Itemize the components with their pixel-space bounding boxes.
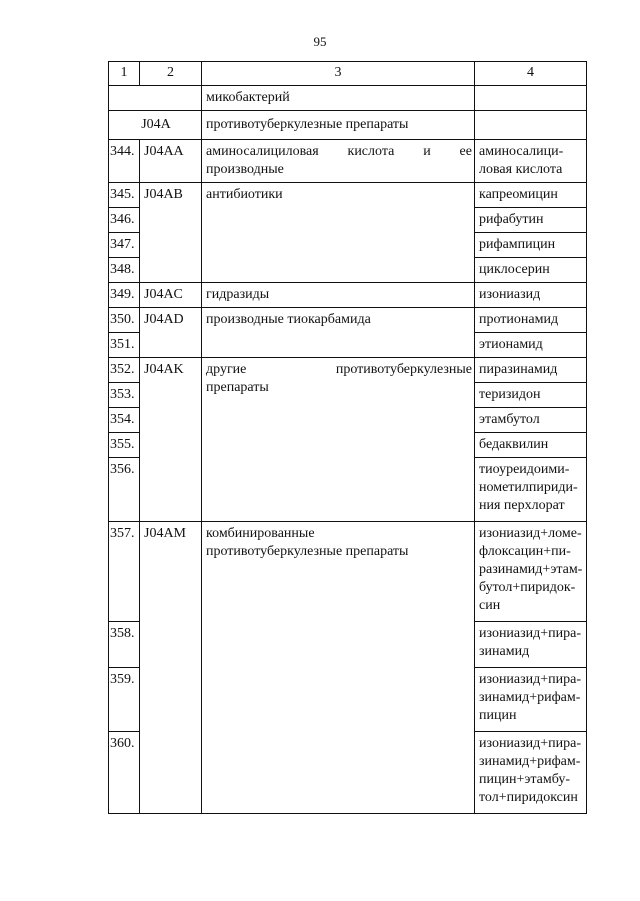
row-number: 354. (109, 408, 140, 433)
group-name-line: производные (206, 162, 284, 177)
drug-classification-table (108, 61, 587, 814)
row-number: 346. (109, 208, 140, 233)
drug-name-cell: изониазид+пира-зинамид+рифам-пицин+этамбу-тол+пиридоксин (475, 732, 587, 814)
row-number: 352. (109, 358, 140, 383)
drug-name-cell: изониазид+пира-зинамид (475, 622, 587, 668)
table-row (109, 358, 587, 383)
group-name-cell: производные тиокарбамида (202, 308, 475, 358)
drug-name-cell: рифабутин (475, 208, 587, 233)
drug-name-cell: теризидон (475, 383, 587, 408)
group-name-line (206, 143, 472, 161)
atc-code-cell: J04AD (140, 308, 202, 358)
header-col-3: 3 (202, 62, 475, 86)
row-number: 348. (109, 258, 140, 283)
drug-name-cell: изониазид+пира-зинамид+рифам-пицин (475, 668, 587, 732)
word: аминосалициловая (206, 144, 319, 159)
group-name-cell: антибиотики (202, 183, 475, 283)
drug-name-cell: этамбутол (475, 408, 587, 433)
drug-name-cell: изониазид (475, 283, 587, 308)
atc-code-cell: J04A (109, 111, 202, 140)
row-number: 357. (109, 522, 140, 622)
header-col-2: 2 (140, 62, 202, 86)
atc-code-cell: J04AB (140, 183, 202, 283)
header-col-1: 1 (109, 62, 140, 86)
atc-code-cell: J04AC (140, 283, 202, 308)
header-row (109, 62, 587, 86)
word: другие (206, 362, 247, 377)
row-number: 349. (109, 283, 140, 308)
group-name-cell: гидразиды (202, 283, 475, 308)
row-number: 353. (109, 383, 140, 408)
drug-name-cell: пиразинамид (475, 358, 587, 383)
group-name-cell (202, 140, 475, 183)
atc-code-cell: J04AM (140, 522, 202, 814)
group-name-line (206, 361, 472, 379)
drug-name-cell: циклосерин (475, 258, 587, 283)
row-number: 356. (109, 458, 140, 522)
table-row (109, 183, 587, 208)
word: кислота (347, 144, 395, 159)
atc-code-cell: J04AK (140, 358, 202, 522)
atc-code-cell: J04AA (140, 140, 202, 183)
row-number: 358. (109, 622, 140, 668)
table-row (109, 86, 587, 111)
group-name-line: комбинированные (206, 526, 315, 541)
drug-name-cell: протионамид (475, 308, 587, 333)
group-name-cell (202, 522, 475, 814)
drug-name-cell: рифампицин (475, 233, 587, 258)
group-name-cell (202, 358, 475, 522)
row-number: 347. (109, 233, 140, 258)
row-number: 350. (109, 308, 140, 333)
empty-cell (109, 86, 202, 111)
empty-cell (475, 86, 587, 111)
group-name-line: препараты (206, 380, 269, 395)
table-row (109, 283, 587, 308)
empty-cell (475, 111, 587, 140)
table-row (109, 522, 587, 622)
group-name-cell: микобактерий (202, 86, 475, 111)
row-number: 345. (109, 183, 140, 208)
drug-name-cell: бедаквилин (475, 433, 587, 458)
drug-name-cell: аминосалици-ловая кислота (475, 140, 587, 183)
page-number: 95 (313, 34, 327, 49)
word: и (423, 144, 431, 159)
word: противотуберкулезные (335, 362, 472, 377)
row-number: 359. (109, 668, 140, 732)
group-name-cell: противотуберкулезные препараты (202, 111, 475, 140)
drug-name-cell: изониазид+ломе-флоксацин+пи-разинамид+этам-бутол+пиридок-син (475, 522, 587, 622)
row-number: 344. (109, 140, 140, 183)
row-number: 360. (109, 732, 140, 814)
header-col-4: 4 (475, 62, 587, 86)
drug-name-cell: этионамид (475, 333, 587, 358)
drug-name-cell: капреомицин (475, 183, 587, 208)
table-row (109, 308, 587, 333)
table-row (109, 140, 587, 183)
word: ее (459, 144, 472, 159)
row-number: 355. (109, 433, 140, 458)
row-number: 351. (109, 333, 140, 358)
drug-name-cell: тиоуреидоими-нометилпириди-ния перхлорат (475, 458, 587, 522)
table-row (109, 111, 587, 140)
group-name-line: противотуберкулезные препараты (206, 544, 409, 559)
